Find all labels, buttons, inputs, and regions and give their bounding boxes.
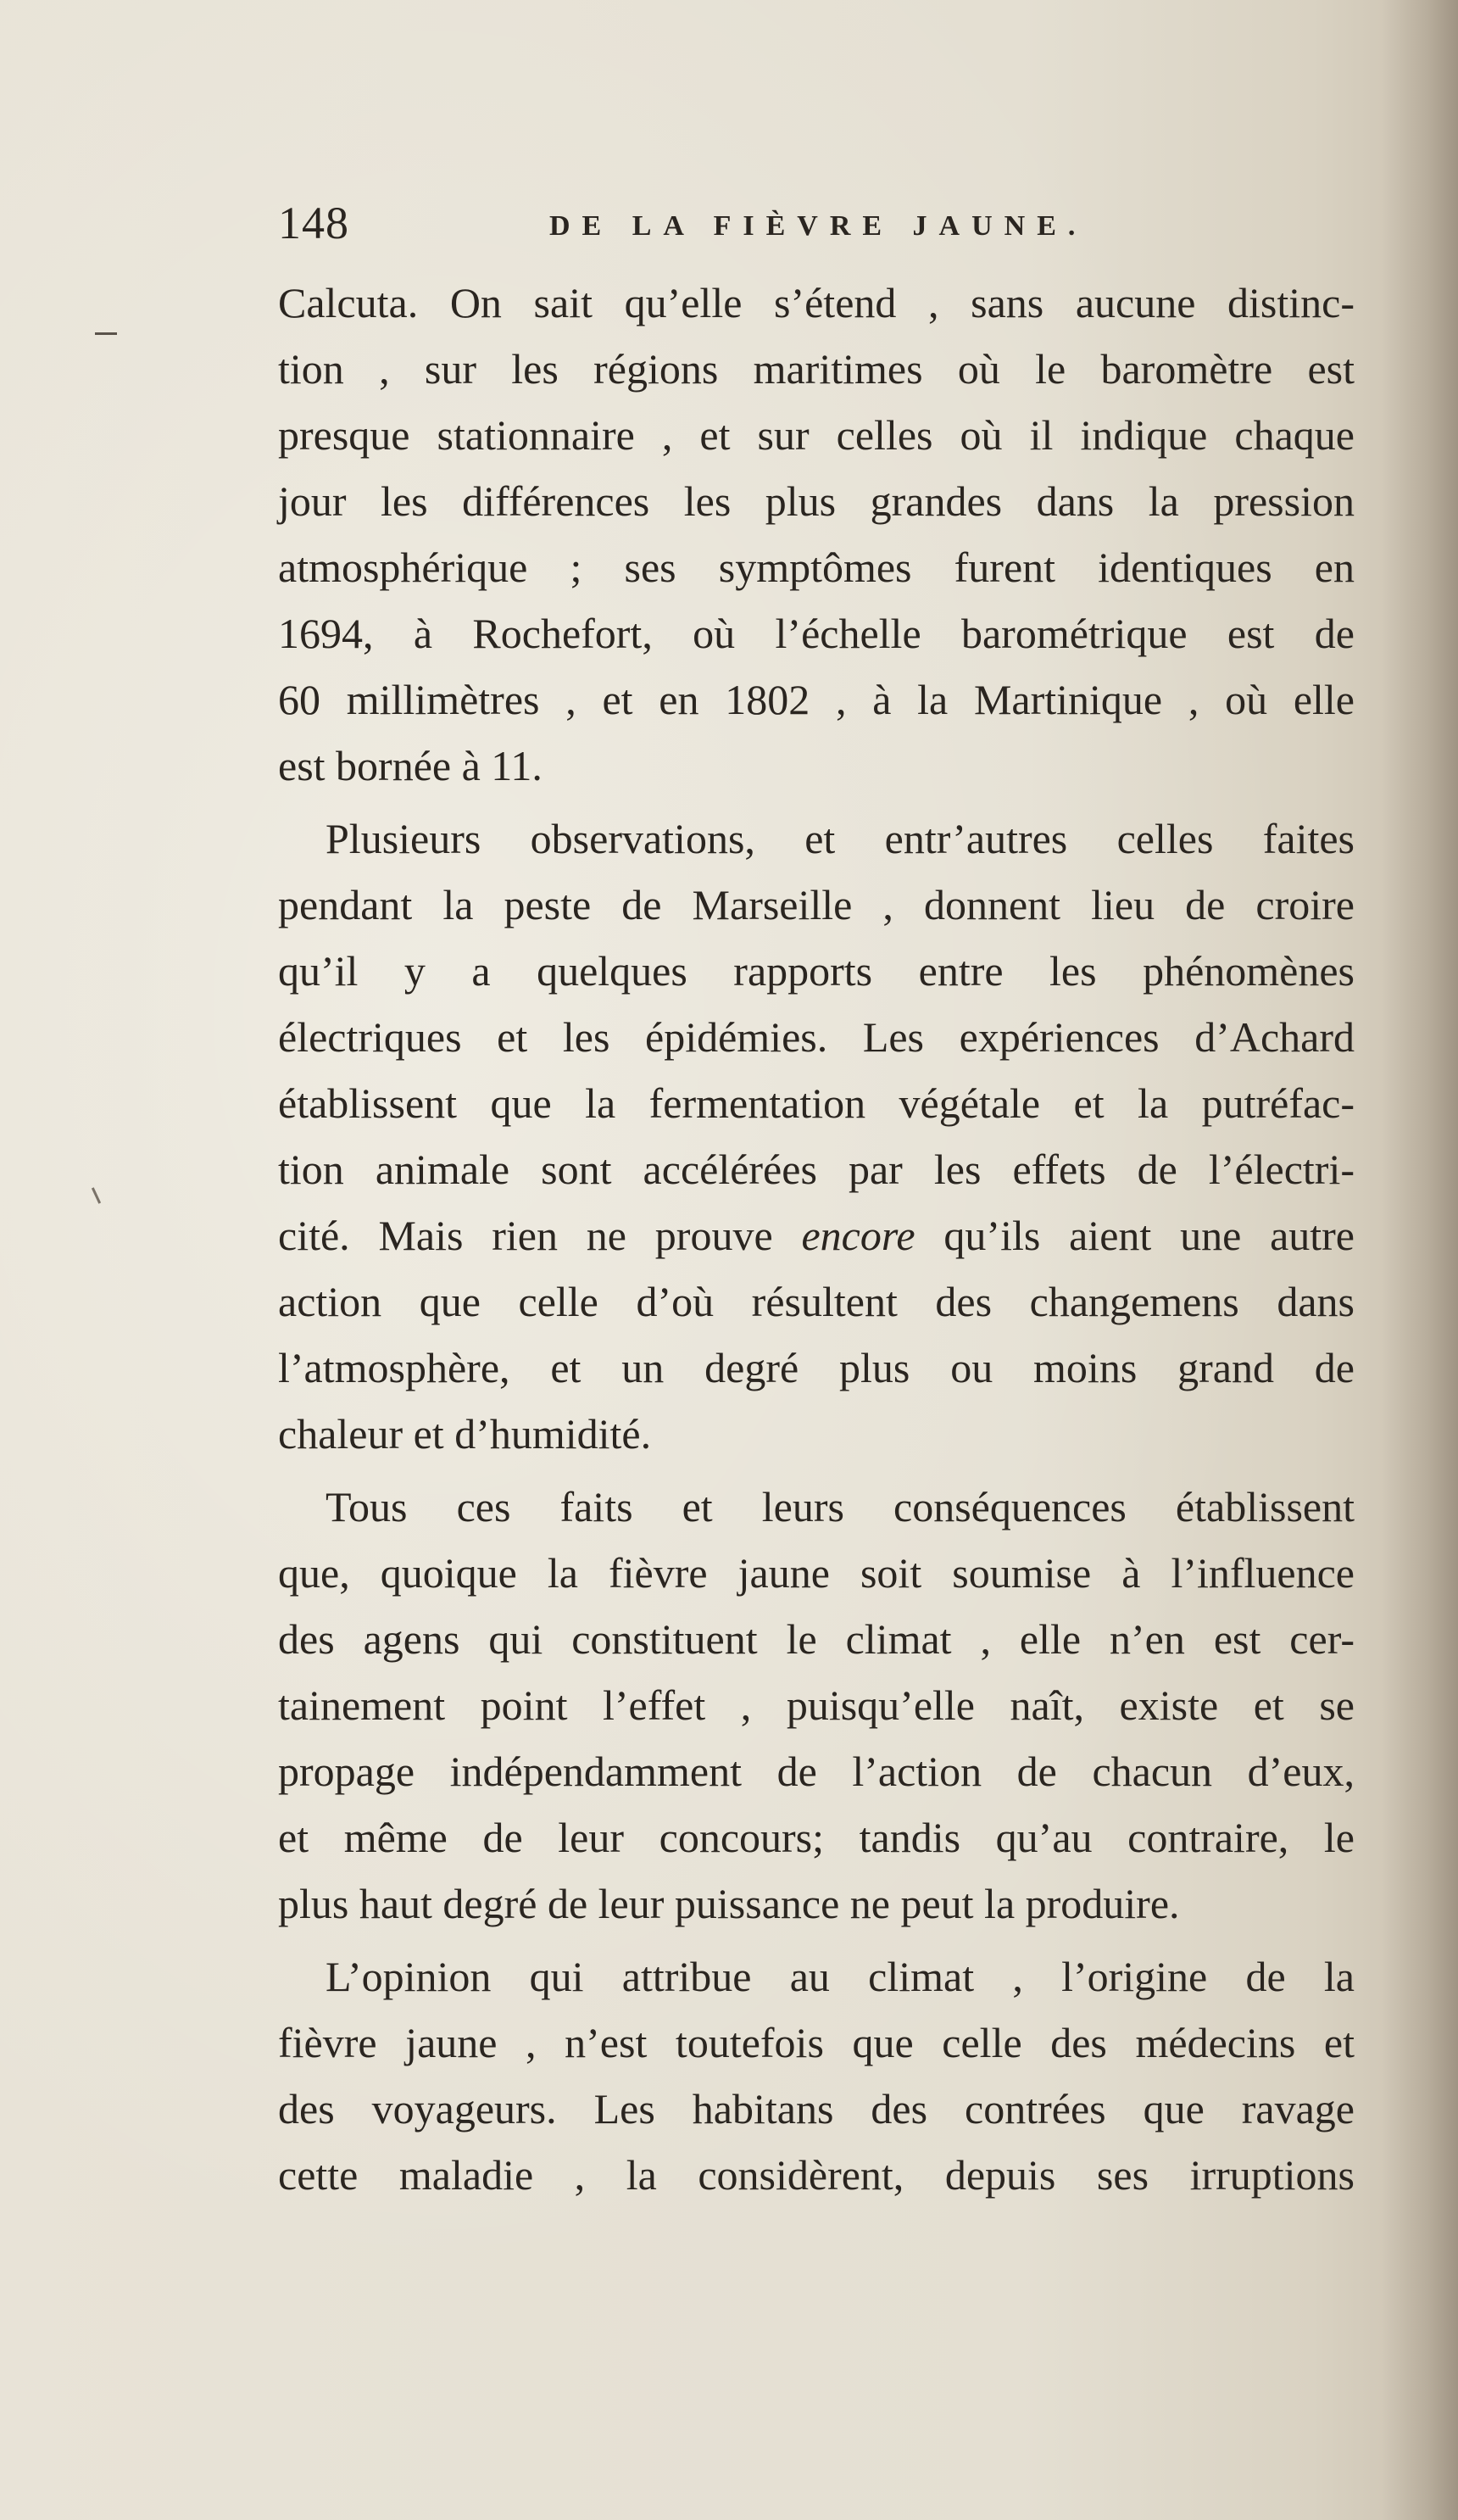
- text-line: tion , sur les régions maritimes où le baromètre est: [278, 345, 1355, 393]
- text-line: est bornée à 11.: [278, 742, 543, 789]
- text-line: et même de leur concours; tandis qu’au contraire, le: [278, 1814, 1355, 1861]
- text-line: presque stationnaire , et sur celles où il indique chaque: [278, 411, 1355, 459]
- page-edge-shadow: [1382, 0, 1458, 2520]
- text-line: tainement point l’effet , puisqu’elle naît, existe et se: [278, 1681, 1355, 1729]
- text-line: cette maladie , la considèrent, depuis ses irruptions: [278, 2151, 1355, 2199]
- text-line: 60 millimètres , et en 1802 , à la Martinique , où elle: [278, 676, 1355, 723]
- page-number: 148: [278, 198, 349, 248]
- text-line: chaleur et d’humidité.: [278, 1410, 652, 1458]
- paragraph: [278, 1474, 1355, 1937]
- text-line: que, quoique la fièvre jaune soit soumise à l’influence: [278, 1549, 1355, 1597]
- emphasis: encore: [801, 1212, 915, 1259]
- text-line: des voyageurs. Les habitans des contrées que ravage: [278, 2085, 1355, 2133]
- text-line: des agens qui constituent le climat , elle n’en est cer-: [278, 1615, 1355, 1663]
- text-line: qu’il y a quelques rapports entre les phénomènes: [278, 947, 1355, 995]
- text-line: fièvre jaune , n’est toutefois que celle des médecins et: [278, 2019, 1355, 2066]
- text-line: plus haut degré de leur puissance ne peut la produire.: [278, 1880, 1180, 1927]
- text-line: Tous ces faits et leurs conséquences établissent: [326, 1483, 1355, 1530]
- text-line: propage indépendamment de l’action de chacun d’eux,: [278, 1748, 1355, 1795]
- text-line: tion animale sont accélérées par les effets de l’électri-: [278, 1146, 1355, 1193]
- margin-mark: [95, 332, 117, 335]
- text-line: établissent que la fermentation végétale et la putréfac-: [278, 1079, 1355, 1127]
- text-line: pendant la peste de Marseille , donnent lieu de croire: [278, 881, 1355, 928]
- text-line: 1694, à Rochefort, où l’échelle barométrique est de: [278, 610, 1355, 657]
- running-title: DE LA FIÈVRE JAUNE.: [549, 210, 1088, 242]
- text-line: action que celle d’où résultent des changemens dans: [278, 1278, 1355, 1325]
- text-line: Plusieurs observations, et entr’autres celles faites: [326, 815, 1355, 862]
- text-line: Calcuta. On sait qu’elle s’étend , sans aucune distinc-: [278, 279, 1355, 326]
- text-line: l’atmosphère, et un degré plus ou moins grand de: [278, 1344, 1355, 1391]
- text-line: cité. Mais rien ne prouve encore qu’ils aient une autre: [278, 1212, 1355, 1259]
- text-line: atmosphérique ; ses symptômes furent identiques en: [278, 544, 1355, 591]
- paragraph: [278, 270, 1355, 799]
- paragraph: [278, 806, 1355, 1467]
- paragraph: [278, 1943, 1355, 2208]
- body-text: [278, 270, 1355, 2208]
- text-line: électriques et les épidémies. Les expériences d’Achard: [278, 1013, 1355, 1061]
- margin-mark: [92, 1187, 101, 1203]
- text-line: L’opinion qui attribue au climat , l’origine de la: [326, 1953, 1355, 2000]
- text-line: jour les différences les plus grandes dans la pression: [278, 477, 1355, 525]
- running-head: [278, 197, 1380, 256]
